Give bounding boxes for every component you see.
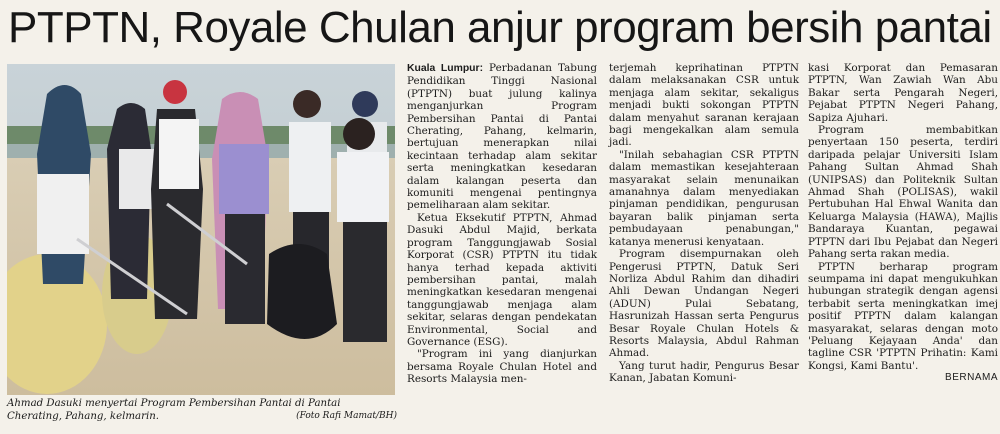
photo-credit: (Foto Rafi Mamat/BH) (296, 411, 397, 421)
photo-caption (7, 397, 397, 423)
article-paragraph: Yang turut hadir, Pengurus Besar Kanan, Jabatan Komuni- (609, 359, 799, 385)
dateline: Kuala Lumpur: (407, 63, 484, 74)
caption-text: Ahmad Dasuki menyertai Program Pembersihan Pantai di Pantai Cherating, Pahang, kelmarin. (7, 398, 341, 422)
article-column-2 (609, 62, 799, 385)
article-paragraph: terjemah keprihatinan PTPTN dalam melaksanakan CSR untuk menjaga alam sekitar, sekaligus menjadi bukti sokongan PTPTN dalam menyahut saranan kerajaan bagi mengekalkan alam semula jadi. (609, 62, 799, 149)
news-photo (7, 64, 395, 395)
article-paragraph: "Program ini yang dianjurkan bersama Royale Chulan Hotel and Resorts Malaysia men- (407, 348, 597, 386)
beach-cleanup-photo (7, 64, 395, 395)
article-paragraph: "Inilah sebahagian CSR PTPTN dalam memastikan kesejahteraan masyarakat selain menunaikan amanahnya dalam menyediakan pinjaman pendidikan, pengurusan bayaran balik pinjaman serta pembudayaan penabungan," katanya menerusi kenyataan. (609, 148, 799, 248)
paragraph-text: Perbadanan Tabung Pendidikan Tinggi Nasional (PTPTN) buat julung kalinya menganjurkan Program Pembersihan Pantai di Pantai Cherating, Pahang, kelmarin, bertujuan menerapkan nilai kecintaan terhadap alam sekitar serta meningkatkan kesedaran dalam kalangan peserta dan komuniti mengenai pentingnya pemeliharaan alam sekitar. (407, 62, 597, 212)
article-paragraph: Ketua Eksekutif PTPTN, Ahmad Dasuki Abdul Majid, berkata program Tanggungjawab Sosial Korporat (CSR) PTPTN itu tidak hanya terhad kepada aktiviti pembersihan pantai, malah meningkatkan kesedaran mengenai tanggungjawab menjaga alam sekitar, selaras dengan pendekatan Environmental, Social and Governance (ESG). (407, 211, 597, 348)
article-column-1 (407, 62, 597, 386)
article-paragraph: Program disempurnakan oleh Pengerusi PTPTN, Datuk Seri Norliza Abdul Rahim dan dihadiri Ahli Dewan Undangan Negeri (ADUN) Pulai Sebatang, Hasrunizah Hassan serta Pengurus Besar Royale Chulan Hotels & Resorts Malaysia, Abdul Rahman Ahmad. (609, 248, 799, 360)
article-paragraph: PTPTN berharap program seumpama ini dapat mengukuhkan hubungan strategik dengan agensi terbabit serta meningkatkan imej positif PTPTN dalam kalangan masyarakat, selaras dengan moto 'Peluang Kejayaan Anda' dan tagline CSR 'PTPTN Prihatin: Kami Kongsi, Kami Bantu'. (808, 260, 998, 372)
article-paragraph (407, 62, 597, 212)
article-paragraph: Program membabitkan penyertaan 150 peserta, terdiri daripada pelajar Universiti Islam Pahang Sultan Ahmad Shah (UNIPSAS) dan Politeknik Sultan Ahmad Shah (POLISAS), wakil Pertubuhan Hal Ehwal Wanita dan Keluarga Malaysia (HAWA), Majlis Bandaraya Kuantan, pegawai PTPTN dari Ibu Pejabat dan Negeri Pahang serta rakan media. (808, 124, 998, 261)
byline: BERNAMA (945, 372, 998, 384)
article-column-3 (808, 62, 998, 385)
headline: PTPTN, Royale Chulan anjur program bersih pantai (8, 3, 992, 52)
article-paragraph: kasi Korporat dan Pemasaran PTPTN, Wan Zawiah Wan Abu Bakar serta Pengarah Negeri, Pejabat PTPTN Negeri Pahang, Sapiza Ajuhari. (808, 62, 998, 124)
